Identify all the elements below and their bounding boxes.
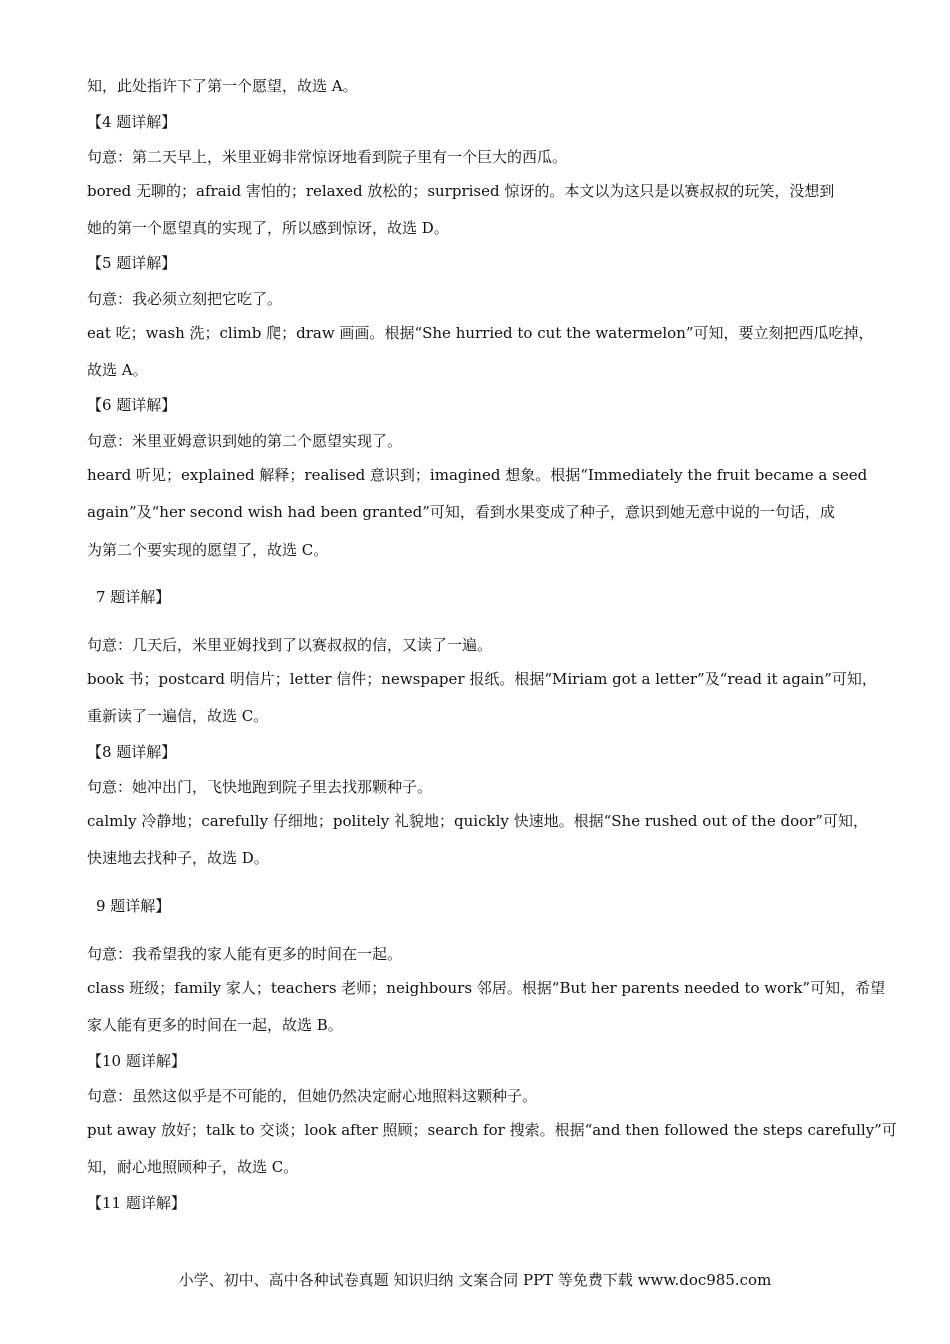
text-line: 重新读了一遍信，故选 C。 [87,707,269,725]
page-footer: 小学、初中、高中各种试卷真题 知识归纳 文案合同 PPT 等免费下载 www.doc985.com [178,1271,772,1289]
section-heading-6: 【6 题详解】 [87,396,177,414]
section-heading-7: 7 题详解】 [96,588,171,606]
text-line: put away 放好；talk to 交谈；look after 照顾；search for 搜索。根据“and then followed the steps carefully”可 [87,1121,897,1139]
text-line: calmly 冷静地；carefully 仔细地；politely 礼貌地；quickly 快速地。根据“She rushed out of the door”可知， [87,812,868,830]
section-heading-5: 【5 题详解】 [87,254,177,272]
text-line: 句意：我必须立刻把它吃了。 [87,290,283,308]
text-line: 快速地去找种子，故选 D。 [87,849,269,867]
text-line: class 班级；family 家人；teachers 老师；neighbours 邻居。根据“But her parents needed to work”可知，希望 [87,979,886,997]
section-heading-4: 【4 题详解】 [87,113,177,131]
text-line: 家人能有更多的时间在一起，故选 B。 [87,1016,343,1034]
text-line: eat 吃；wash 洗；climb 爬；draw 画画。根据“She hurried to cut the watermelon”可知，要立刻把西瓜吃掉， [87,324,874,342]
text-line: book 书；postcard 明信片；letter 信件；newspaper 报纸。根据“Miriam got a letter”及“read it again”可知， [87,670,877,688]
text-line: 句意：几天后，米里亚姆找到了以赛叔叔的信，又读了一遍。 [87,636,493,654]
text-line: 句意：我希望我的家人能有更多的时间在一起。 [87,945,403,963]
text-line: 知，耐心地照顾种子，故选 C。 [87,1158,299,1176]
text-line: 她的第一个愿望真的实现了，所以感到惊讶，故选 D。 [87,219,449,237]
text-line: heard 听见；explained 解释；realised 意识到；imagined 想象。根据“Immediately the fruit became a seed [87,466,868,484]
text-line: 句意：她冲出门，飞快地跑到院子里去找那颗种子。 [87,778,433,796]
section-heading-10: 【10 题详解】 [87,1052,186,1070]
text-line: 知，此处指许下了第一个愿望，故选 A。 [87,77,358,95]
section-heading-8: 【8 题详解】 [87,743,177,761]
text-line: bored 无聊的；afraid 害怕的；relaxed 放松的；surprised 惊讶的。本文以为这只是以赛叔叔的玩笑，没想到 [87,182,835,200]
text-line: 句意：米里亚姆意识到她的第二个愿望实现了。 [87,432,403,450]
section-heading-11: 【11 题详解】 [87,1194,186,1212]
text-line: 故选 A。 [87,361,148,379]
section-heading-9: 9 题详解】 [96,897,171,915]
text-line: 句意：第二天早上，米里亚姆非常惊讶地看到院子里有一个巨大的西瓜。 [87,148,568,166]
text-line: 为第二个要实现的愿望了，故选 C。 [87,541,329,559]
text-line: again”及“her second wish had been granted”可知，看到水果变成了种子，意识到她无意中说的一句话，成 [87,503,835,521]
text-line: 句意：虽然这似乎是不可能的，但她仍然决定耐心地照料这颗种子。 [87,1087,538,1105]
